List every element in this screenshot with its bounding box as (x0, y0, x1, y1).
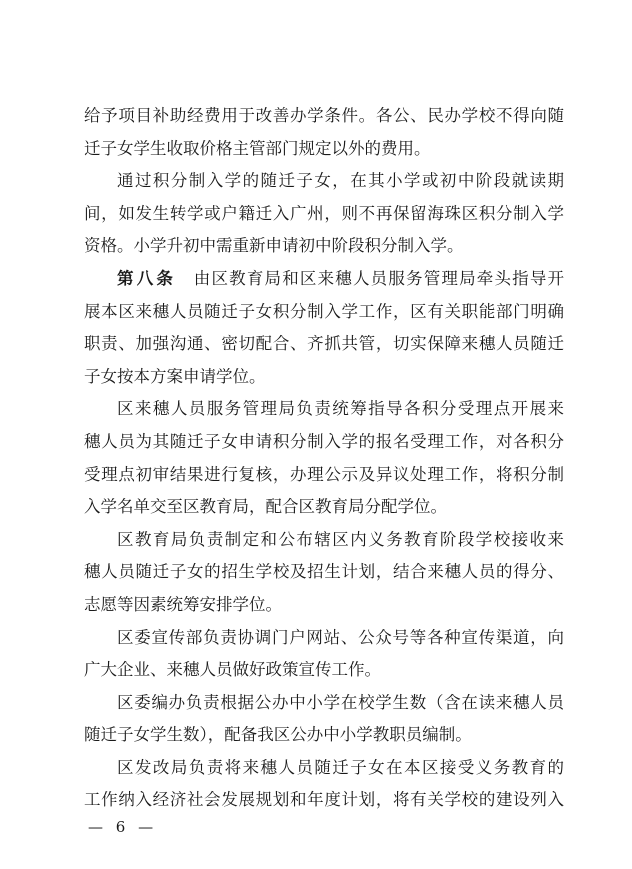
text-line: 展本区来穗人员随迁子女积分制入学工作，区有关职能部门明确 (84, 301, 564, 321)
text-line: 职责、加强沟通、密切配合、齐抓共管，切实保障来穗人员随迁 (84, 334, 564, 354)
text-span: 由区教育局和区来穗人员服务管理局牵头指导开 (193, 268, 564, 288)
text-line: 间，如发生转学或户籍迁入广州，则不再保留海珠区积分制入学 (84, 203, 564, 223)
document-body (84, 100, 564, 817)
text-line: 子女按本方案申请学位。 (84, 366, 266, 386)
text-line: 区委宣传部负责协调门户网站、公众号等各种宣传渠道，向 (117, 627, 564, 647)
text-line: 广大企业、来穗人员做好政策宣传工作。 (84, 660, 381, 680)
paragraph (84, 622, 564, 687)
page-number: — 6 — (88, 818, 158, 836)
text-line: 入学名单交至区教育局，配合区教育局分配学位。 (84, 497, 447, 517)
text-line: 区教育局负责制定和公布辖区内义务教育阶段学校接收来 (117, 529, 564, 549)
text-line: 迁子女学生收取价格主管部门规定以外的费用。 (84, 138, 431, 158)
text-line: 区委编办负责根据公办中小学在校学生数（含在读来穗人员 (117, 692, 564, 712)
paragraph (84, 100, 564, 165)
paragraph (84, 165, 564, 263)
text-line: 穗人员为其随迁子女申请积分制入学的报名受理工作，对各积分 (84, 431, 564, 451)
paragraph (84, 524, 564, 622)
text-line: 通过积分制入学的随迁子女，在其小学或初中阶段就读期 (117, 171, 564, 191)
text-line: 区来穗人员服务管理局负责统筹指导各积分受理点开展来 (117, 399, 564, 419)
paragraph (84, 687, 564, 752)
text-line: 穗人员随迁子女的招生学校及招生计划，结合来穗人员的得分、 (84, 562, 564, 582)
article-heading: 第八条 (117, 268, 177, 288)
article-paragraph (84, 263, 564, 393)
text-line: 资格。小学升初中需重新申请初中阶段积分制入学。 (84, 236, 464, 256)
text-line: 受理点初审结果进行复核，办理公示及异议处理工作，将积分制 (84, 464, 564, 484)
text-line: 给予项目补助经费用于改善办学条件。各公、民办学校不得向随 (84, 106, 564, 125)
paragraph (84, 752, 564, 817)
text-line: 志愿等因素统筹安排学位。 (84, 594, 282, 614)
text-line: 区发改局负责将来穗人员随迁子女在本区接受义务教育的 (117, 757, 564, 777)
text-line (84, 263, 564, 296)
paragraph (84, 393, 564, 523)
text-line: 工作纳入经济社会发展规划和年度计划，将有关学校的建设列入 (84, 790, 564, 810)
text-line: 随迁子女学生数），配备我区公办中小学教职员编制。 (84, 725, 472, 745)
